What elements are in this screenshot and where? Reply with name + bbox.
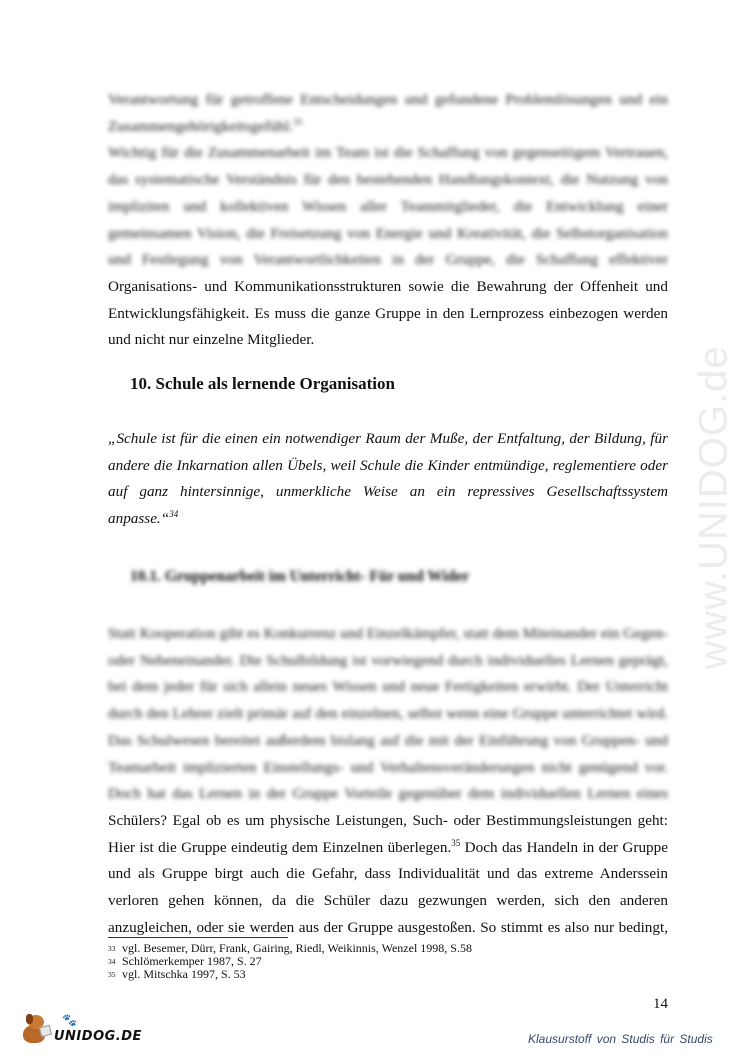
text-line: Hier ist die Gruppe eindeutig dem Einzelnen überlegen.$^{35}$ Doch das Handeln in der Gruppe — [108, 837, 668, 856]
logo-text: UNIDOG.DE — [54, 1029, 142, 1044]
text-line: durch den Lehrer zielt primär auf den einzelnen, selbst wenn eine Gruppe unterrichtet wird. — [108, 705, 668, 723]
text-line: anzugleichen, oder sie werden aus der Gruppe ausgestoßen. So stimmt es also nur bedingt, — [108, 918, 668, 936]
unidog-logo[interactable] — [20, 1013, 142, 1045]
text-line: Wichtig für die Zusammenarbeit im Team ist die Schaffung von gegenseitigem Vertrauen, — [108, 144, 668, 162]
quote-block — [108, 426, 668, 533]
footnotes — [108, 942, 472, 981]
paragraph-group-work — [108, 621, 668, 941]
dog-mascot-icon — [20, 1013, 50, 1045]
text-line: und als Gruppe birgt auch die Gefahr, dass Individualität und das extreme Anderssein — [108, 865, 668, 883]
quote-line: „Schule ist für die einen ein notwendiger Raum der Muße, der Entfaltung, der Bildung, für — [108, 430, 668, 447]
text-line: das systematische Verständnis für den bestehenden Handlungskontext, die Nutzung von — [108, 171, 668, 189]
text-line: Verantwortung für getroffene Entscheidungen und gefundene Problemlösungen und ein — [108, 91, 668, 108]
text-line: und nicht nur einzelne Mitglieder. — [108, 331, 315, 349]
page-number: 14 — [653, 996, 668, 1012]
text-line: Entwicklungsfähigkeit. Es muss die ganze Gruppe in den Lernprozess einbezogen werden — [108, 304, 668, 322]
quote-line: auf ganz hintersinnige, unmerkliche Weise an ein repressives Gesellschaftssystem — [108, 483, 668, 501]
text-line: Teamarbeit implizierten Einstellungs- und Verhaltensveränderungen nicht genügend vor. — [108, 758, 668, 776]
footnote-number: 33 — [108, 944, 116, 953]
text-line: bei dem jeder für sich allein neues Wissen und neue Fertigkeiten erwirbt. Der Unterricht — [108, 678, 668, 696]
quote-line: andere die Inkarnation allen Übels, weil Schule die Kinder entmündige, reglementiere oder — [108, 456, 668, 474]
text-line: und Festlegung von Verantwortlichkeiten in der Gruppe, die Schaffung effektiver — [108, 251, 668, 269]
text-line: impliziten und kollektiven Wissen aller Teammitglieder, die Entwicklung einer — [108, 197, 668, 215]
text-line: verloren gehen können, da die Schüler dazu gezwungen werden, sich den anderen — [108, 892, 668, 910]
text-line: Schülers? Egal ob es um physische Leistungen, Such- oder Bestimmungsleistungen geht: — [108, 811, 668, 829]
text-line: Das Schulwesen bereitet außerdem bislang auf die mit der Einführung von Gruppen- und — [108, 731, 668, 749]
footnote-text: vgl. Mitschka 1997, S. 53 — [122, 967, 246, 981]
footnote-ref[interactable]: 35 — [451, 837, 461, 848]
text-line: Zusammengehörigkeitsgefühl.$^{33}$ — [108, 116, 303, 135]
paragraph-team-collaboration — [108, 87, 668, 354]
section-heading-10: 10. Schule als lernende Organisation — [130, 374, 395, 393]
paw-icon: 🐾 — [62, 1013, 77, 1027]
footnote-ref[interactable]: 33 — [293, 116, 303, 127]
footnote-divider — [108, 937, 288, 938]
footnote-item — [108, 968, 472, 981]
footnote-number: 34 — [108, 957, 116, 966]
section-heading-10-1: 10.1. Gruppenarbeit im Unterricht- Für und Wider — [130, 568, 470, 585]
quote-line: anpasse.“$^{34}$ — [108, 509, 179, 528]
watermark: www.UNIDOG.de — [691, 345, 736, 670]
text-line: Statt Kooperation gibt es Konkurrenz und Einzelkämpfer, statt dem Miteinander ein Gegen- — [108, 625, 668, 642]
footnote-text: vgl. Besemer, Dürr, Frank, Gairing, Riedl, Weikinnis, Wenzel 1998, S.58 — [122, 941, 472, 955]
footnote-ref[interactable]: 34 — [169, 509, 179, 520]
text-line: oder Nebeneinander. Die Schulbildung ist vorwiegend durch individuelles Lernen geprägt, — [108, 651, 668, 669]
text-line: gemeinsamen Vision, die Freisetzung von Energie und Kreativität, die Selbstorganisation — [108, 224, 668, 242]
footnote-text: Schlömerkemper 1987, S. 27 — [122, 954, 262, 968]
text-line: Doch hat das Lernen in der Gruppe Vorteile gegenüber dem individuellen Lernen eines — [108, 785, 668, 803]
footnote-number: 35 — [108, 970, 116, 979]
footer-slogan: Klausurstoff von Studis für Studis — [528, 1032, 713, 1046]
text-line: Organisations- und Kommunikationsstrukturen sowie die Bewahrung der Offenheit und — [108, 277, 668, 295]
